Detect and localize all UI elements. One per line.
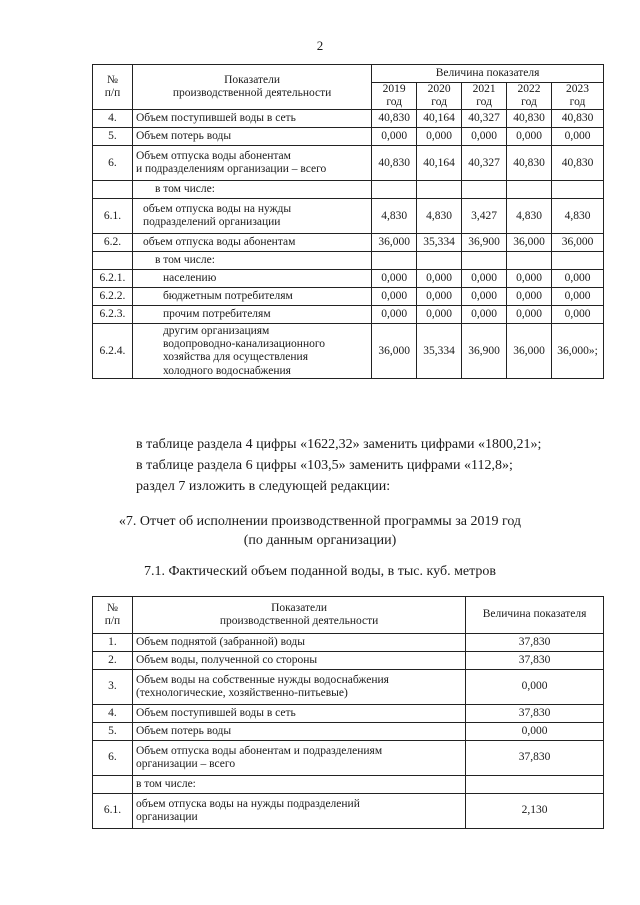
row-label: населению xyxy=(132,270,371,288)
row-label: Объем воды на собственные нужды водоснабжения (технологические, хозяйственно-питьевые) xyxy=(132,670,465,705)
paragraph-2: в таблице раздела 6 цифры «103,5» заменить цифрами «112,8»; xyxy=(136,458,513,473)
row-value: 2,130 xyxy=(466,794,604,829)
row-value xyxy=(372,181,417,199)
table-row xyxy=(93,199,604,234)
row-value: 35,334 xyxy=(417,234,462,252)
row-value: 40,327 xyxy=(462,110,507,128)
table-row xyxy=(93,306,604,324)
row-number: 6.1. xyxy=(93,199,133,234)
row-value: 0,000 xyxy=(462,270,507,288)
row-value: 40,830 xyxy=(372,110,417,128)
row-label: Объем отпуска воды абонентам и подразделениям организации – всего xyxy=(132,741,465,776)
row-value: 40,164 xyxy=(417,110,462,128)
row-value xyxy=(417,181,462,199)
table-row xyxy=(93,776,604,794)
row-value: 4,830 xyxy=(372,199,417,234)
row-value: 4,830 xyxy=(507,199,552,234)
row-number: 6.2.3. xyxy=(93,306,133,324)
row-value: 40,830 xyxy=(372,146,417,181)
row-value: 37,830 xyxy=(466,634,604,652)
row-number xyxy=(93,776,133,794)
row-label: объем отпуска воды на нужды подразделений организации xyxy=(132,794,465,829)
row-number: 1. xyxy=(93,634,133,652)
year-header-2023: 2023 год xyxy=(552,83,604,110)
row-number: 6. xyxy=(93,741,133,776)
paragraph-3: раздел 7 изложить в следующей редакции: xyxy=(136,479,391,494)
row-value: 0,000 xyxy=(507,306,552,324)
row-value xyxy=(552,252,604,270)
row-value: 0,000 xyxy=(417,128,462,146)
year-header-2022: 2022 год xyxy=(507,83,552,110)
row-number: 4. xyxy=(93,110,133,128)
column-header-value: Величина показателя xyxy=(372,65,604,83)
table-row xyxy=(93,670,604,705)
row-label: Объем отпуска воды абонентам и подразделениям организации – всего xyxy=(132,146,371,181)
year-header-2019: 2019 год xyxy=(372,83,417,110)
table-row xyxy=(93,110,604,128)
column-header-number: № п/п xyxy=(93,65,133,110)
row-value xyxy=(466,776,604,794)
table-row xyxy=(93,723,604,741)
table-row xyxy=(93,252,604,270)
table-row xyxy=(93,794,604,829)
table-row xyxy=(93,634,604,652)
row-value xyxy=(372,252,417,270)
row-value: 0,000 xyxy=(417,270,462,288)
row-value xyxy=(417,252,462,270)
row-value: 36,000 xyxy=(372,234,417,252)
row-value: 0,000 xyxy=(552,288,604,306)
row-value: 36,000»; xyxy=(552,324,604,379)
row-value: 0,000 xyxy=(417,288,462,306)
table-row xyxy=(93,234,604,252)
year-header-2020: 2020 год xyxy=(417,83,462,110)
row-value: 36,000 xyxy=(507,324,552,379)
column-header-indicator: Показатели производственной деятельности xyxy=(132,65,371,110)
row-number xyxy=(93,181,133,199)
row-number: 3. xyxy=(93,670,133,705)
row-label: в том числе: xyxy=(132,776,465,794)
row-value: 0,000 xyxy=(507,270,552,288)
row-value: 0,000 xyxy=(552,128,604,146)
row-value: 0,000 xyxy=(372,306,417,324)
row-number: 6.2. xyxy=(93,234,133,252)
row-value: 36,000 xyxy=(507,234,552,252)
row-number: 2. xyxy=(93,652,133,670)
row-value: 0,000 xyxy=(462,288,507,306)
row-number: 5. xyxy=(93,723,133,741)
row-number: 6. xyxy=(93,146,133,181)
row-value: 0,000 xyxy=(552,270,604,288)
row-value: 0,000 xyxy=(372,288,417,306)
row-label: объем отпуска воды на нужды подразделений организации xyxy=(132,199,371,234)
row-value xyxy=(507,252,552,270)
row-number: 6.2.4. xyxy=(93,324,133,379)
row-label: бюджетным потребителям xyxy=(132,288,371,306)
table-row xyxy=(93,652,604,670)
row-value: 36,000 xyxy=(372,324,417,379)
row-value: 40,164 xyxy=(417,146,462,181)
row-value: 0,000 xyxy=(507,128,552,146)
row-value xyxy=(462,181,507,199)
row-label: Объем потерь воды xyxy=(132,723,465,741)
row-value: 36,900 xyxy=(462,324,507,379)
table-row xyxy=(93,270,604,288)
actual-water-supplied-table xyxy=(92,596,604,829)
row-number xyxy=(93,252,133,270)
table-header-row xyxy=(93,65,604,83)
row-label: Объем поднятой (забранной) воды xyxy=(132,634,465,652)
column-header-value: Величина показателя xyxy=(466,597,604,634)
row-value: 40,830 xyxy=(552,146,604,181)
row-value: 40,830 xyxy=(552,110,604,128)
row-label: Объем воды, полученной со стороны xyxy=(132,652,465,670)
section-7-1-title: 7.1. Фактический объем поданной воды, в тыс. куб. метров xyxy=(143,564,497,579)
row-number: 6.2.2. xyxy=(93,288,133,306)
row-value: 36,900 xyxy=(462,234,507,252)
row-label: объем отпуска воды абонентам xyxy=(132,234,371,252)
row-number: 6.2.1. xyxy=(93,270,133,288)
row-value: 35,334 xyxy=(417,324,462,379)
row-value: 0,000 xyxy=(466,723,604,741)
row-value xyxy=(552,181,604,199)
year-header-2021: 2021 год xyxy=(462,83,507,110)
row-value xyxy=(507,181,552,199)
table-row xyxy=(93,741,604,776)
column-header-indicator: Показатели производственной деятельности xyxy=(132,597,465,634)
row-value: 37,830 xyxy=(466,652,604,670)
row-label: Объем поступившей воды в сеть xyxy=(132,705,465,723)
row-value: 40,327 xyxy=(462,146,507,181)
row-value: 0,000 xyxy=(372,128,417,146)
row-label: Объем потерь воды xyxy=(132,128,371,146)
section-7-subtitle: (по данным организации) xyxy=(243,533,397,548)
row-value: 4,830 xyxy=(552,199,604,234)
row-value: 40,830 xyxy=(507,146,552,181)
row-value: 40,830 xyxy=(507,110,552,128)
paragraph-1: в таблице раздела 4 цифры «1622,32» заменить цифрами «1800,21»; xyxy=(136,437,542,452)
row-number: 4. xyxy=(93,705,133,723)
row-value: 0,000 xyxy=(462,306,507,324)
table-row xyxy=(93,146,604,181)
production-indicators-table-2019-2023 xyxy=(92,64,604,379)
row-value: 0,000 xyxy=(552,306,604,324)
row-value: 0,000 xyxy=(462,128,507,146)
table-row xyxy=(93,705,604,723)
row-value: 0,000 xyxy=(466,670,604,705)
table-row xyxy=(93,181,604,199)
row-value: 0,000 xyxy=(417,306,462,324)
row-value: 37,830 xyxy=(466,705,604,723)
row-value: 3,427 xyxy=(462,199,507,234)
row-value: 4,830 xyxy=(417,199,462,234)
row-value xyxy=(462,252,507,270)
row-label: другим организациям водопроводно-канализационного хозяйства для осуществления холодного водоснабжения xyxy=(132,324,371,379)
row-label: в том числе: xyxy=(132,252,371,270)
row-label: прочим потребителям xyxy=(132,306,371,324)
page-number: 2 xyxy=(316,38,324,53)
row-value: 0,000 xyxy=(507,288,552,306)
row-label: Объем поступившей воды в сеть xyxy=(132,110,371,128)
column-header-number: № п/п xyxy=(93,597,133,634)
section-7-title: «7. Отчет об исполнении производственной программы за 2019 год xyxy=(118,514,522,529)
table-header-row xyxy=(93,597,604,634)
row-number: 5. xyxy=(93,128,133,146)
row-value: 37,830 xyxy=(466,741,604,776)
row-number: 6.1. xyxy=(93,794,133,829)
row-label: в том числе: xyxy=(132,181,371,199)
table-row xyxy=(93,288,604,306)
table-row xyxy=(93,128,604,146)
table-row xyxy=(93,324,604,379)
row-value: 0,000 xyxy=(372,270,417,288)
row-value: 36,000 xyxy=(552,234,604,252)
